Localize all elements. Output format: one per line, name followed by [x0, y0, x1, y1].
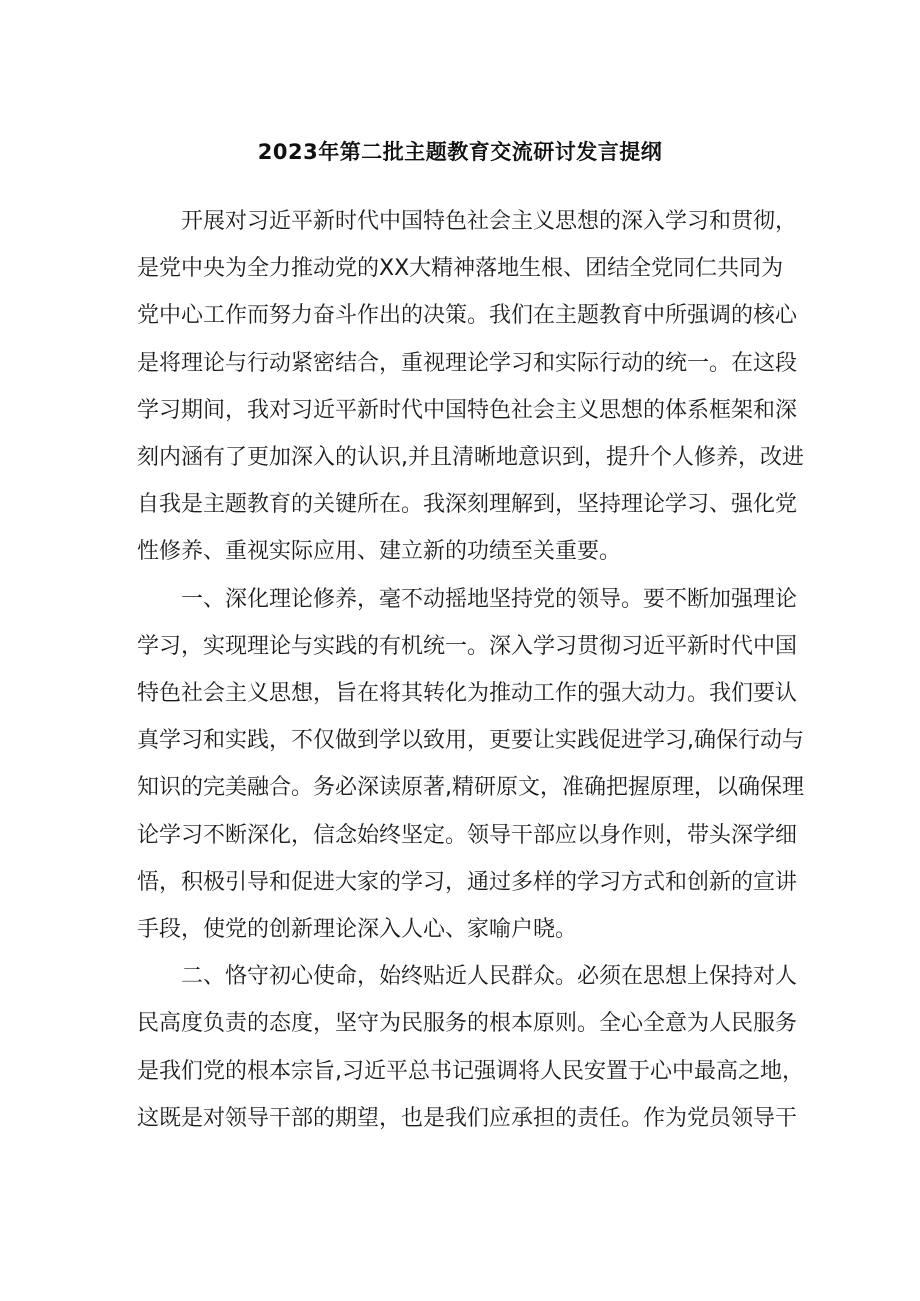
document-title: 2023年第二批主题教育交流研讨发言提纲 [257, 140, 663, 164]
text-line: 悟，积极引导和促进大家的学习，通过多样的学习方式和创新的宣讲 [137, 869, 798, 895]
text-line: 开展对习近平新时代中国特色社会主义思想的深入学习和贯彻， [181, 209, 798, 234]
text-line: 一、深化理论修养，毫不动摇地坚持党的领导。要不断加强理论 [181, 586, 798, 612]
text-line: 是我们党的根本宗旨,习近平总书记强调将人民安置于心中最高之地， [137, 1058, 804, 1084]
text-line: 是党中央为全力推动党的XX大精神落地生根、团结全党同仁共同为 [137, 256, 784, 282]
paragraph-intro [137, 198, 804, 576]
document-body [137, 198, 804, 1142]
text-line: 手段，使党的创新理论深入人心、家喻户晓。 [137, 917, 578, 943]
text-line: 学习期间，我对习近平新时代中国特色社会主义思想的体系框架和深 [137, 397, 798, 423]
text-line: 特色社会主义思想，旨在将其转化为推动工作的强大动力。我们要认 [137, 681, 798, 707]
text-line: 刻内涵有了更加深入的认识,并且清晰地意识到，提升个人修养，改进 [137, 445, 804, 471]
text-line: 知识的完美融合。务必深读原著,精研原文，准确把握原理，以确保理 [137, 775, 804, 801]
text-line: 自我是主题教育的关键所在。我深刻理解到，坚持理论学习、强化党 [137, 492, 798, 518]
text-line: 二、恪守初心使命，始终贴近人民群众。必须在思想上保持对人 [181, 964, 798, 990]
text-line: 是将理论与行动紧密结合，重视理论学习和实际行动的统一。在这段 [137, 350, 798, 376]
text-line: 论学习不断深化，信念始终坚定。领导干部应以身作则，带头深学细 [137, 822, 798, 848]
paragraph-section-two [137, 953, 804, 1142]
text-line: 民高度负责的态度，坚守为民服务的根本原则。全心全意为人民服务 [137, 1011, 798, 1037]
paragraph-section-one [137, 576, 804, 954]
text-line: 这既是对领导干部的期望，也是我们应承担的责任。作为党员领导干 [137, 1105, 798, 1131]
text-line: 性修养、重视实际应用、建立新的功绩至关重要。 [137, 539, 622, 565]
text-line: 党中心工作而努力奋斗作出的决策。我们在主题教育中所强调的核心 [137, 303, 798, 329]
text-line: 学习，实现理论与实践的有机统一。深入学习贯彻习近平新时代中国 [137, 633, 798, 659]
text-line: 真学习和实践，不仅做到学以致用，更要让实践促进学习,确保行动与 [137, 728, 804, 754]
